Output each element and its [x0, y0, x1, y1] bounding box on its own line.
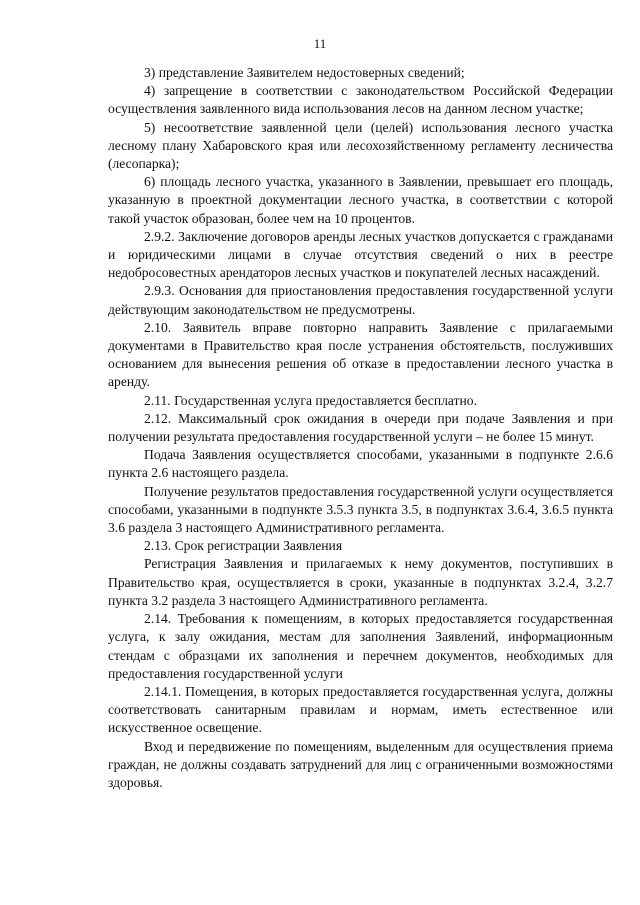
document-body: [108, 64, 613, 792]
paragraph: 2.12. Максимальный срок ожидания в очереди при подаче Заявления и при получении результата предоставления государственной услуги – не более 15 минут.: [108, 410, 613, 445]
page-number: 11: [313, 36, 327, 51]
paragraph: 4) запрещение в соответствии с законодательством Российской Федерации осуществления заявленного вида использования лесов на данном лесном участке;: [108, 83, 613, 117]
paragraph: 3) представление Заявителем недостоверных сведений;: [144, 65, 465, 80]
paragraph: 2.10. Заявитель вправе повторно направить Заявление с прилагаемыми документами в Правительство края после устранения обстоятельств, послуживших основанием для вынесения решения об отказе в предоставлении лесного участка в аренду.: [108, 319, 613, 390]
paragraph: 2.11. Государственная услуга предоставляется бесплатно.: [144, 392, 477, 408]
paragraph: Регистрация Заявления и прилагаемых к нему документов, поступивших в Правительство края, осуществляется в сроки, указанные в подпунктах 3.2.4, 3.2.7 пункта 3.2 раздела 3 настоящего Административного регламента.: [108, 556, 613, 608]
paragraph: 2.9.3. Основания для приостановления предоставления государственной услуги действующим законодательством не предусмотрены.: [108, 283, 613, 317]
paragraph: Подача Заявления осуществляется способами, указанными в подпункте 2.6.6 пункта 2.6 настоящего раздела.: [108, 447, 613, 481]
paragraph: 2.14.1. Помещения, в которых предоставляется государственная услуга, должны соответствовать санитарным правилам и нормам, иметь естественное или искусственное освещение.: [108, 683, 613, 736]
paragraph: 2.14. Требования к помещениям, в которых предоставляется государственная услуга, к залу ожидания, местам для заполнения Заявлений, информационным стендам с образцами их заполнения и перечнем документов, необходимых для предоставления государственной услуги: [108, 611, 613, 681]
paragraph: 5) несоответствие заявленной цели (целей) использования лесного участка лесному плану Хабаровского края или лесохозяйственному регламенту лесничества (лесопарка);: [108, 119, 613, 172]
paragraph: Вход и передвижение по помещениям, выделенным для осуществления приема граждан, не должны создавать затруднений для лиц с ограниченными возможностями здоровья.: [108, 738, 613, 790]
paragraph: 2.9.2. Заключение договоров аренды лесных участков допускается с гражданами и юридическими лицами в случае отсутствия сведений о них в реестре недобросовестных арендаторов лесных участков и покупателей лесных насаждений.: [108, 228, 613, 281]
section-heading: 2.13. Срок регистрации Заявления: [144, 538, 343, 554]
paragraph: 6) площадь лесного участка, указанного в Заявлении, превышает его площадь, указанную в проектной документации лесного участка, в соответствии с которой такой участок образован, более чем на 10 процентов.: [108, 174, 613, 226]
paragraph: Получение результатов предоставления государственной услуги осуществляется способами, указанными в подпункте 3.5.3 пункта 3.5, в подпунктах 3.6.4, 3.6.5 пункта 3.6 раздела 3 настоящего Административного регламента.: [108, 483, 613, 536]
